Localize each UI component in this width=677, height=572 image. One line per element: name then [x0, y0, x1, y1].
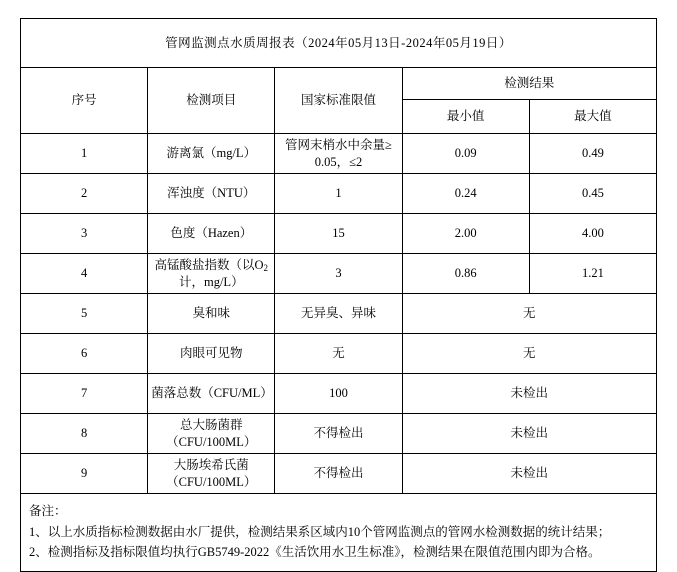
item-text-post: 计，mg/L） [178, 274, 244, 289]
table-row [21, 454, 657, 494]
table-row [21, 174, 657, 214]
cell-no: 9 [21, 454, 148, 494]
cell-no: 1 [21, 134, 148, 174]
item-text-pre: 高锰酸盐指数（以O [154, 257, 264, 272]
cell-standard [275, 134, 402, 174]
cell-item: 臭和味 [148, 294, 275, 334]
notes-title: 备注： [29, 504, 67, 518]
standard-line-2: 0.05，≤2 [314, 154, 363, 169]
page-title: 管网监测点水质周报表（2024年05月13日-2024年05月19日） [21, 19, 657, 68]
notes-line-2: 2、检测指标及指标限值均执行GB5749-2022《生活饮用水卫生标准》，检测结果在限值范围内即为合格。 [29, 545, 601, 560]
item-subscript: 2 [263, 262, 269, 273]
cell-min: 0.24 [402, 174, 529, 214]
cell-item: 色度（Hazen） [148, 214, 275, 254]
table-title-row [21, 19, 657, 68]
cell-item: 菌落总数（CFU/ML） [148, 374, 275, 414]
cell-item: 浑浊度（NTU） [148, 174, 275, 214]
table-header-row-1 [21, 68, 657, 100]
cell-no: 2 [21, 174, 148, 214]
cell-standard: 不得检出 [275, 414, 402, 454]
cell-standard: 100 [275, 374, 402, 414]
cell-item: 肉眼可见物 [148, 334, 275, 374]
cell-no: 4 [21, 254, 148, 294]
header-min: 最小值 [402, 100, 529, 134]
cell-item: 游离氯（mg/L） [148, 134, 275, 174]
cell-result: 未检出 [402, 414, 656, 454]
cell-standard: 15 [275, 214, 402, 254]
cell-min: 0.86 [402, 254, 529, 294]
cell-max: 0.49 [529, 134, 656, 174]
cell-result: 无 [402, 294, 656, 334]
table-row [21, 134, 657, 174]
cell-item: 总大肠菌群（CFU/100ML） [148, 414, 275, 454]
cell-max: 4.00 [529, 214, 656, 254]
cell-standard: 无异臭、异味 [275, 294, 402, 334]
cell-result: 未检出 [402, 374, 656, 414]
standard-line-1: 管网末梢水中余量≥ [285, 137, 392, 152]
header-no: 序号 [21, 68, 148, 134]
table-row [21, 334, 657, 374]
cell-no: 5 [21, 294, 148, 334]
cell-no: 3 [21, 214, 148, 254]
notes-line-1: 1、以上水质指标检测数据由水厂提供，检测结果系区域内10个管网监测点的管网水检测数据的统计结果； [29, 524, 611, 539]
cell-max: 0.45 [529, 174, 656, 214]
cell-no: 7 [21, 374, 148, 414]
header-item: 检测项目 [148, 68, 275, 134]
cell-standard: 无 [275, 334, 402, 374]
cell-result: 未检出 [402, 454, 656, 494]
cell-no: 6 [21, 334, 148, 374]
table-row [21, 294, 657, 334]
cell-standard: 1 [275, 174, 402, 214]
cell-no: 8 [21, 414, 148, 454]
table-row [21, 374, 657, 414]
header-standard: 国家标准限值 [275, 68, 402, 134]
cell-min: 2.00 [402, 214, 529, 254]
cell-result: 无 [402, 334, 656, 374]
header-result: 检测结果 [402, 68, 656, 100]
cell-item [148, 254, 275, 294]
cell-max: 1.21 [529, 254, 656, 294]
notes-block [20, 494, 657, 572]
cell-min: 0.09 [402, 134, 529, 174]
table-row [21, 414, 657, 454]
water-quality-table [20, 18, 657, 494]
cell-standard: 3 [275, 254, 402, 294]
table-row [21, 214, 657, 254]
cell-standard: 不得检出 [275, 454, 402, 494]
header-max: 最大值 [529, 100, 656, 134]
table-row [21, 254, 657, 294]
cell-item: 大肠埃希氏菌（CFU/100ML） [148, 454, 275, 494]
